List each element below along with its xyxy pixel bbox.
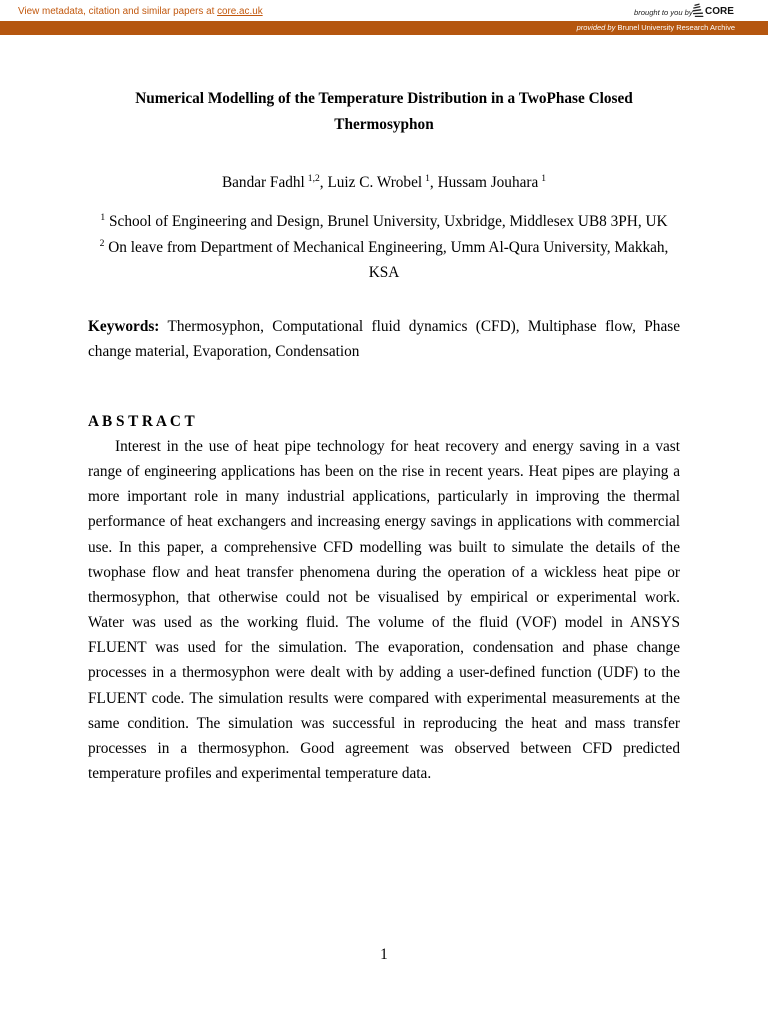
abstract-heading: A B S T R A C T — [88, 413, 195, 430]
abstract-line: Water was used as the working fluid. The volume of the fluid (VOF) model in ANSYS — [88, 614, 680, 632]
repository-link[interactable]: Brunel University Research Archive — [617, 23, 735, 32]
affiliation — [88, 209, 680, 235]
core-logo-text: CORE — [705, 6, 734, 17]
author-separator: , — [319, 174, 328, 191]
page-number: 1 — [380, 946, 388, 963]
author-affiliation-mark: 1 — [541, 173, 547, 184]
brought-to-you-by-text: brought to you by — [634, 8, 693, 17]
provider-bar — [0, 21, 768, 35]
core-logo-strokes — [693, 4, 703, 16]
keywords-label: Keywords: — [88, 318, 160, 335]
affiliation-mark: 1 — [100, 212, 106, 223]
abstract-line: processes in a thermosyphon. Good agreement was observed between CFD predicted — [88, 739, 680, 757]
abstract-line: FLUENT was used for the simulation. The evaporation, condensation and phase change — [88, 639, 680, 657]
abstract-line: use. In this paper, a comprehensive CFD modelling was built to simulate the details of the — [88, 538, 680, 556]
keywords-line: change material, Evaporation, Condensation — [88, 343, 360, 360]
abstract-body — [88, 434, 680, 786]
core-banner — [0, 0, 768, 21]
author-name: Bandar Fadhl — [221, 174, 305, 191]
keywords-text: Thermosyphon, Computational fluid dynamics (CFD), Multiphase flow, Phase — [167, 318, 680, 335]
title-line: Numerical Modelling of the Temperature Distribution in a TwoPhase Closed — [135, 90, 633, 107]
title-line: Thermosyphon — [334, 116, 434, 133]
provider-line — [577, 21, 735, 35]
abstract-line: range of engineering applications has been on the rise in recent years. Heat pipes are playing a — [88, 463, 680, 481]
abstract-line: Interest in the use of heat pipe technology for heat recovery and energy saving in a vast — [115, 438, 680, 455]
core-logo-graphic — [692, 3, 704, 18]
core-logo-icon — [692, 3, 704, 18]
affiliation-text: School of Engineering and Design, Brunel University, Uxbridge, Middlesex UB8 3PH, UK — [109, 213, 668, 230]
abstract-line: processes in a thermosyphon were dealt with by adding a user-defined function (UDF) to the — [88, 664, 680, 682]
paper-title — [104, 86, 664, 138]
author-name: Hussam Jouhara — [437, 174, 539, 191]
view-metadata-link[interactable] — [18, 6, 263, 18]
affiliation-text: On leave from Department of Mechanical Engineering, Umm Al-Qura University, Makkah, KSA — [108, 238, 669, 281]
author-affiliation-mark: 1,2 — [307, 173, 320, 184]
abstract-line: thermosyphon, that otherwise could not be visualised by empirical or experimental work. — [88, 588, 680, 606]
affiliation — [88, 235, 680, 286]
affiliation-list — [88, 209, 680, 286]
abstract-line: performance of heat exchangers and increasing energy savings in applications with commercial — [88, 513, 680, 531]
abstract-line: FLUENT code. The simulation results were compared with experimental measurements at the — [88, 689, 680, 707]
abstract-line: temperature profiles and experimental temperature data. — [88, 765, 432, 783]
affiliation-mark: 2 — [99, 237, 105, 249]
author-list — [0, 170, 768, 195]
author-affiliation-mark: 1 — [425, 173, 430, 184]
provided-by-label: provided by — [576, 23, 616, 32]
core-url-link[interactable]: core.ac.uk — [217, 6, 263, 17]
abstract-line: same condition. The simulation was successful in reproducing the heat and mass transfer — [88, 714, 680, 732]
author-separator: , — [429, 174, 438, 191]
abstract-line: twophase flow and heat transfer phenomena during the operation of a wickless heat pipe or — [88, 563, 680, 581]
keywords — [88, 314, 680, 364]
keywords-line — [88, 314, 680, 339]
core-logo-link[interactable] — [692, 3, 738, 19]
abstract-line: more important role in many industrial applications, particularly in improving the thermal — [88, 488, 680, 506]
view-metadata-text: View metadata, citation and similar papers at — [18, 6, 215, 17]
author-name: Luiz C. Wrobel — [327, 174, 423, 191]
